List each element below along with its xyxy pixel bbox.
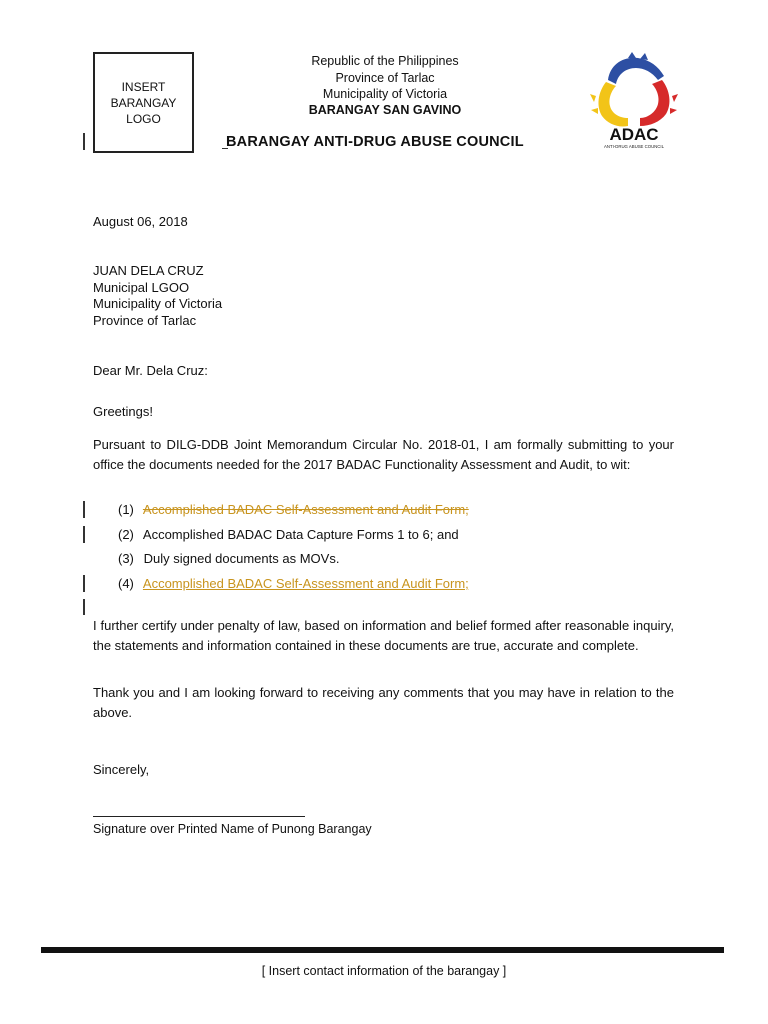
closing: Sincerely, [93,762,150,777]
list-item-text-inserted: Accomplished BADAC Self-Assessment and Audit Form; [142,576,469,591]
footer-contact-info: [ Insert contact information of the barangay ] [261,964,507,978]
header-line-municipality: Municipality of Victoria [322,87,448,101]
logo-placeholder-line: BARANGAY [110,95,177,110]
greeting: Greetings! [93,404,153,419]
header-line-province: Province of Tarlac [335,71,435,85]
recipient-province: Province of Tarlac [93,313,197,328]
recipient-name: JUAN DELA CRUZ [93,263,204,278]
council-title: BARANGAY ANTI-DRUG ABUSE COUNCIL [226,134,524,150]
list-item [118,525,459,544]
adac-logo-subtext: ANTI-DRUG ABUSE COUNCIL [604,144,664,149]
list-item-number: (3) [118,551,134,566]
header-barangay-name: BARANGAY SAN GAVINO [308,103,462,117]
header-line-republic: Republic of the Philippines [311,54,459,68]
certification-paragraph: I further certify under penalty of law, based on information and belief formed after reasonable inquiry, the statements and information contained in these documents are true, accurate and complete. [93,618,674,653]
list-item [118,574,469,593]
adac-logo-text: ADAC [609,125,659,144]
logo-placeholder-line: LOGO [126,111,161,126]
barangay-logo-placeholder [93,52,194,153]
list-item-text: Duly signed documents as MOVs. [143,551,340,566]
recipient-municipality: Municipality of Victoria [93,296,223,311]
list-item [118,549,339,568]
footer-rule [41,947,724,953]
list-item [118,500,469,519]
salutation: Dear Mr. Dela Cruz: [93,363,208,378]
adac-hands-icon [588,50,680,150]
revision-margin-bar [83,575,85,592]
revision-margin-bar [83,501,85,518]
list-item-text-deleted: Accomplished BADAC Self-Assessment and Audit Form; [142,502,469,517]
logo-placeholder-line: INSERT [121,79,166,94]
revision-margin-bar [83,599,85,615]
signature-label: Signature over Printed Name of Punong Barangay [93,822,372,836]
letter-date: August 06, 2018 [93,214,188,229]
intro-paragraph: Pursuant to DILG-DDB Joint Memorandum Circular No. 2018-01, I am formally submitting to your office the documents needed for the 2017 BADAC Functionality Assessment and Audit, to wit: [93,437,674,472]
list-item-number: (4) [118,576,134,591]
recipient-position: Municipal LGOO [93,280,190,295]
signature-line [93,816,305,817]
revision-margin-bar [83,133,85,150]
thanks-paragraph: Thank you and I am looking forward to receiving any comments that you may have in relation to the above. [93,685,674,720]
list-item-number: (1) [118,502,134,517]
list-item-text: Accomplished BADAC Data Capture Forms 1 to 6; and [142,527,459,542]
list-item-number: (2) [118,527,134,542]
revision-margin-bar [83,526,85,543]
adac-logo [588,50,680,150]
